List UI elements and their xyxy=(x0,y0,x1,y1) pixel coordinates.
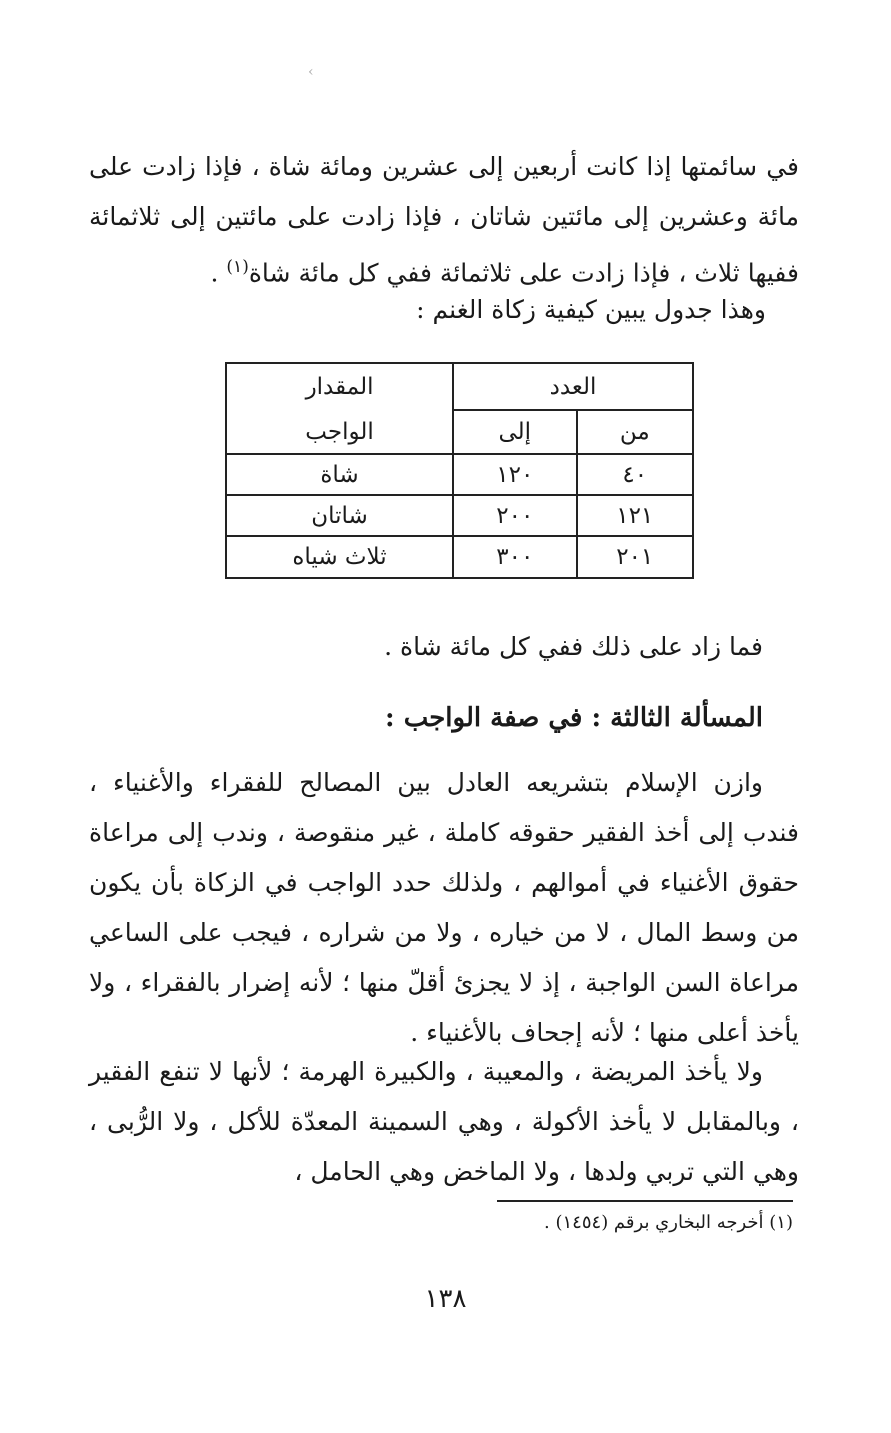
row-from: ٢٠١ xyxy=(577,536,694,578)
footnote-divider xyxy=(497,1200,793,1202)
zakat-table xyxy=(225,362,694,579)
paragraph-3: ولا يأخذ المريضة ، والمعيبة ، والكبيرة الهرمة ؛ لأنها لا تنفع الفقير ، وبالمقابل لا يأخذ الأكولة ، وهي السمينة المعدّة للأكل ، ولا الرُّبى ، وهي التي تربي ولدها ، ولا الماخض وهي الحامل ، xyxy=(89,1057,799,1186)
row-amount: شاة xyxy=(226,454,453,495)
section-heading: المسألة الثالثة : في صفة الواجب : xyxy=(385,703,763,733)
table-intro: وهذا جدول يبين كيفية زكاة الغنم : xyxy=(416,295,766,324)
row-amount: شاتان xyxy=(226,495,453,536)
row-to: ٢٠٠ xyxy=(453,495,576,536)
header-from: من xyxy=(577,410,694,454)
row-from: ١٢١ xyxy=(577,495,694,536)
paragraph-1 xyxy=(89,142,799,298)
paragraph-1-text: في سائمتها إذا كانت أربعين إلى عشرين ومائة شاة ، فإذا زادت على مائة وعشرين إلى مائتين شاتان ، فإذا زادت على مائتين إلى ثلاثمائة ففيها ثلاث ، فإذا زادت على ثلاثمائة ففي كل مائة شاة xyxy=(89,152,799,288)
table-row xyxy=(226,536,693,578)
row-to: ٣٠٠ xyxy=(453,536,576,578)
page-number: ١٣٨ xyxy=(424,1284,467,1314)
header-amount-line2: الواجب xyxy=(226,410,453,454)
header-count: العدد xyxy=(453,363,693,410)
table-row xyxy=(226,454,693,495)
paragraph-1-end: . xyxy=(210,258,227,288)
row-to: ١٢٠ xyxy=(453,454,576,495)
after-table-text: فما زاد على ذلك ففي كل مائة شاة . xyxy=(384,632,763,661)
scan-mark: › xyxy=(308,64,314,80)
row-amount: ثلاث شياه xyxy=(226,536,453,578)
footnote-reference: (١) xyxy=(226,257,249,277)
header-to: إلى xyxy=(453,410,576,454)
row-from: ٤٠ xyxy=(577,454,694,495)
table-row xyxy=(226,495,693,536)
paragraph-2: وازن الإسلام بتشريعه العادل بين المصالح للفقراء والأغنياء ، فندب إلى أخذ الفقير حقوقه كاملة ، غير منقوصة ، وندب إلى مراعاة حقوق الأغنياء في أموالهم ، ولذلك حدد الواجب في الزكاة بأن يكون من وسط المال ، لا من خياره ، ولا من شراره ، فيجب على الساعي مراعاة السن الواجبة ، إذ لا يجزئ أقلّ منها ؛ لأنه إضرار بالفقراء ، ولا يأخذ أعلى منها ؛ لأنه إجحاف بالأغنياء . xyxy=(89,768,799,1047)
footnote: (١) أخرجه البخاري برقم (١٤٥٤) . xyxy=(544,1212,793,1233)
header-amount-line1: المقدار xyxy=(226,363,453,410)
